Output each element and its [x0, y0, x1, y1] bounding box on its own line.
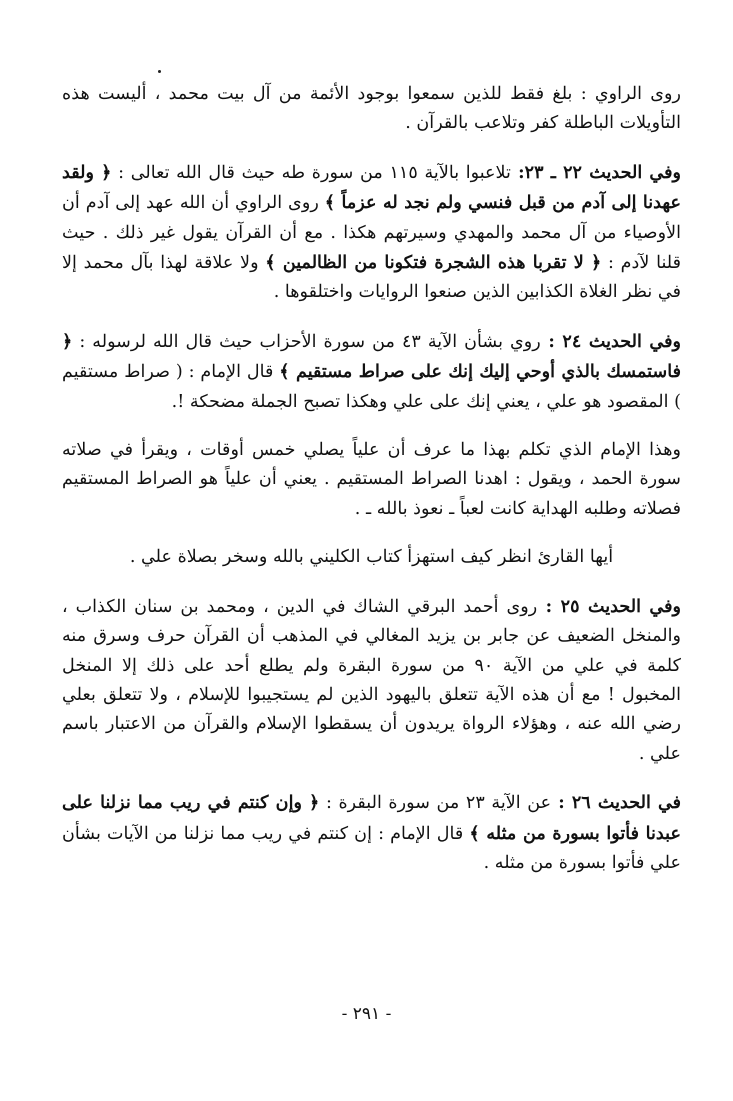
- paragraph: [62, 788, 681, 878]
- ink-dot: [158, 70, 161, 73]
- text-segment: روى أحمد البرقي الشاك في الدين ، ومحمد بن سنان الكذاب ، والمنخل الضعيف عن جابر بن يزيد المغالي في المذهب أن القرآن حرف وسرق منه كلمة في علي من الآية ٩٠ من سورة البقرة ولم يطلع أحد على ذلك إلا المنخل المخبول ! مع أن هذه الآية تتعلق باليهود الذين لم يستجيبوا للإسلام ، ولا تتعلق بعلي رضي الله عنه ، وهؤلاء الرواة يريدون أن يسقطوا الإسلام والقرآن من الاعتبار باسم علي .: [62, 596, 681, 764]
- bold-segment: وفي الحديث ٢٤ :: [540, 330, 681, 352]
- bold-segment: ﴿ لا تقربا هذه الشجرة فتكونا من الظالمين ﴾: [265, 252, 602, 274]
- paragraph: [62, 158, 681, 308]
- text-segment: روي بشأن الآية ٤٣ من سورة الأحزاب حيث قال الله لرسوله :: [72, 331, 541, 352]
- text-segment: تلاعبوا بالآية ١١٥ من سورة طه حيث قال الله تعالى :: [111, 162, 511, 183]
- text-segment: ولا علاقة لهذا بآل محمد إلا في نظر الغلاة الكذابين الذين صنعوا الروايات واختلقوها .: [62, 253, 681, 303]
- bold-segment: ﴿ وإن كنتم في ريب مما نزلنا على عبدنا فأتوا بسورة من مثله ﴾: [62, 792, 681, 844]
- paragraph: [62, 327, 681, 417]
- page-number-text: - ٢٩١ -: [341, 1004, 392, 1024]
- text-segment: قال الإمام : إن كنتم في ريب مما نزلنا من الآيات بشأن علي فأتوا بسورة من مثله .: [62, 823, 681, 873]
- text-segment: أيها القارئ انظر كيف استهزأ كتاب الكليني بالله وسخر بصلاة علي .: [129, 547, 614, 568]
- page-number: [0, 1004, 733, 1024]
- paragraph: [62, 436, 681, 524]
- text-segment: روى الراوي أن الله عهد إلى آدم أن الأوصياء من آل محمد والمهدي وسيرتهم هكذا . مع أن القرآن يقول غير ذلك . حيث قلنا لآدم :: [62, 193, 681, 274]
- text-segment: وهذا الإمام الذي تكلم بهذا ما عرف أن علياً يصلي خمس أوقات ، ويقرأ في صلاته سورة الحمد ، ويقول : اهدنا الصراط المستقيم . يعني أن علياً هو الصراط المستقيم فصلاته وطلبه الهداية كانت لعباً ـ نعوذ بالله ـ .: [62, 440, 681, 519]
- bold-segment: وفي الحديث ٢٥ :: [537, 595, 681, 617]
- text-segment: عن الآية ٢٣ من سورة البقرة :: [319, 793, 552, 814]
- body-text: [62, 80, 681, 897]
- bold-segment: ﴿ ولقد عهدنا إلى آدم من قبل فنسي ولم نجد له عزماً ﴾: [62, 161, 682, 214]
- bold-segment: وفي الحديث ٢٢ ـ ٢٣:: [510, 161, 681, 183]
- bold-segment: ﴿ فاستمسك بالذي أوحي إليك إنك على صراط مستقيم ﴾: [62, 330, 681, 383]
- paragraph: [62, 543, 681, 572]
- paragraph: [62, 80, 681, 139]
- text-segment: قال الإمام : ( صراط مستقيم ) المقصود هو علي ، يعني إنك على علي وهكذا تصبح الجملة مضحكة !.: [62, 362, 681, 412]
- text-segment: روى الراوي : بلغ فقط للذين سمعوا بوجود الأئمة من آل بيت محمد ، أليست هذه التأويلات الباطلة كفر وتلاعب بالقرآن .: [62, 84, 681, 134]
- paragraph: [62, 592, 681, 769]
- bold-segment: في الحديث ٢٦ :: [551, 792, 682, 814]
